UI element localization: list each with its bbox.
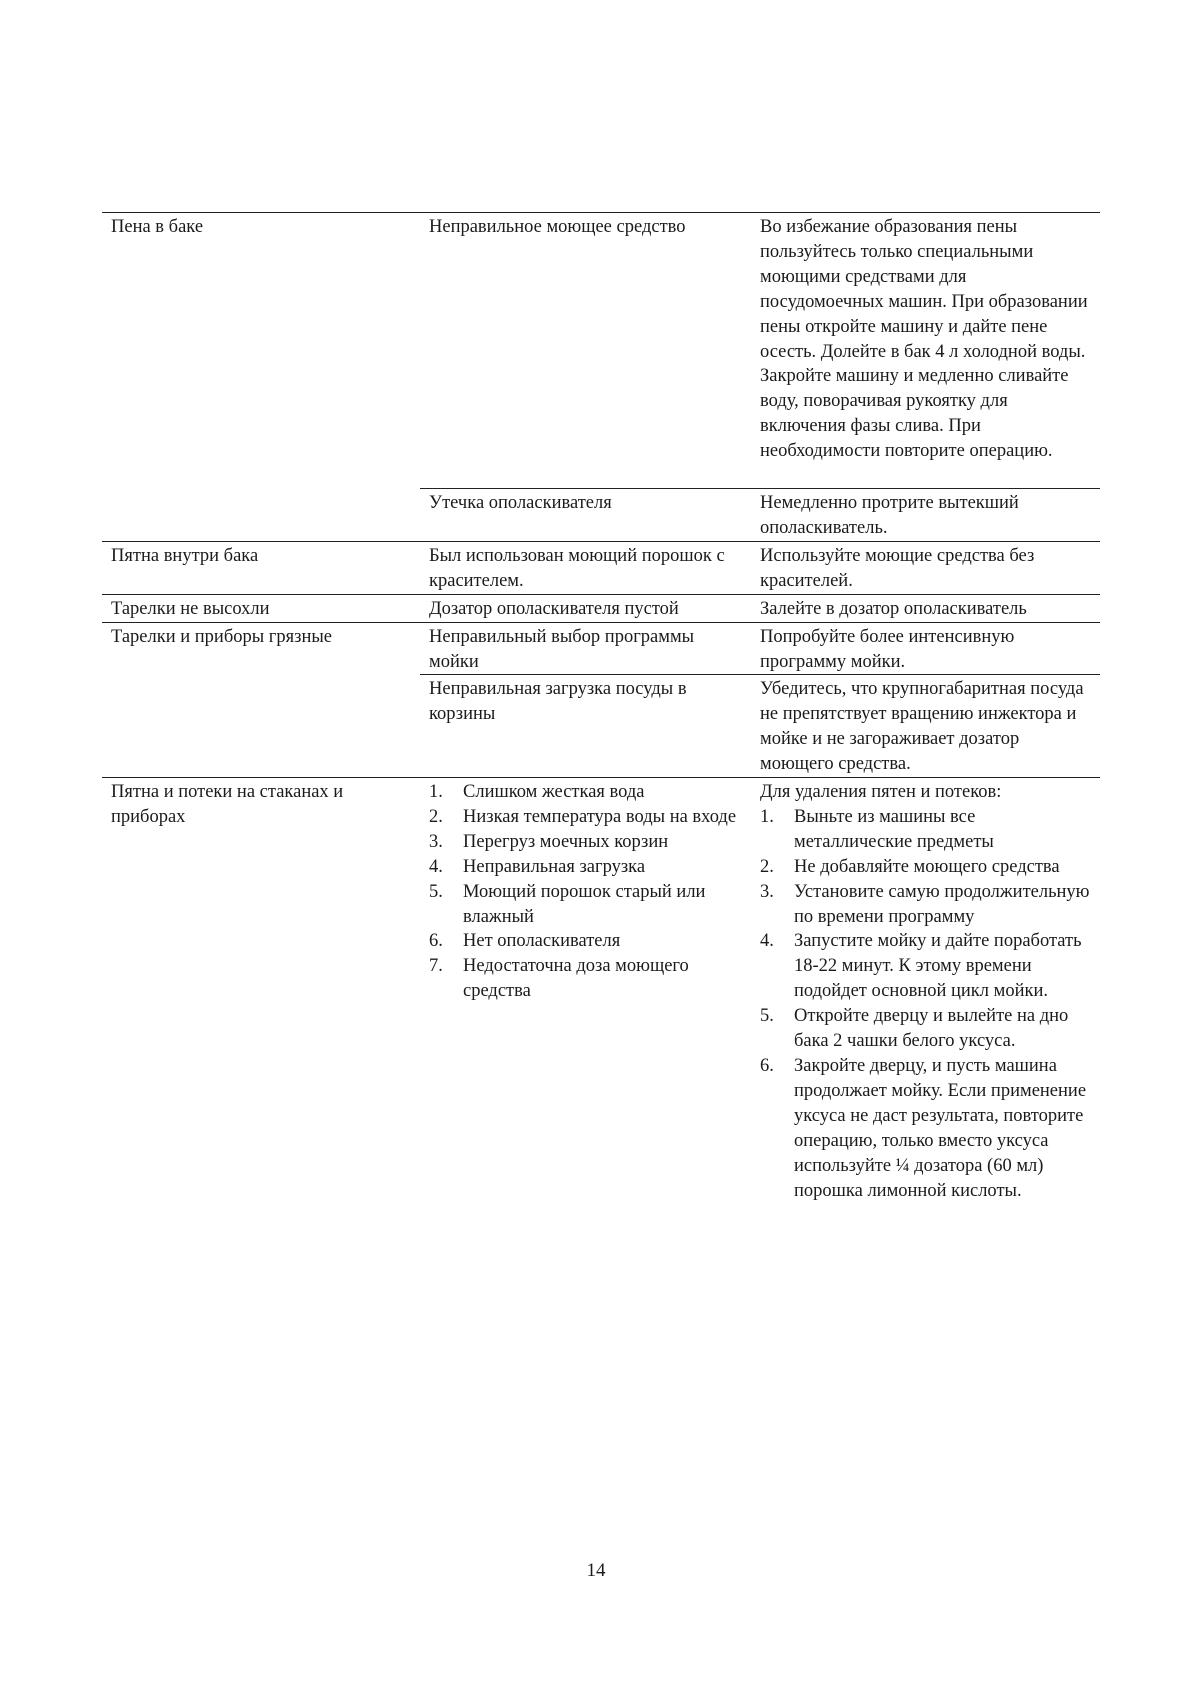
solution-cell: Залейте в дозатор ополаскиватель	[751, 594, 1100, 622]
list-number: 6.	[760, 1056, 774, 1076]
list-number: 5.	[760, 1006, 774, 1027]
solution-cell: Используйте моющие средства без красителей.	[751, 541, 1100, 594]
list-number: 1.	[760, 806, 774, 827]
list-number: 4.	[429, 856, 443, 877]
solution-cell: Убедитесь, что крупногабаритная посуда не препятствует вращению инжектора и мойке и не загораживает дозатор моющего средства.	[751, 675, 1100, 778]
problem-cell: Тарелки не высохли	[102, 594, 420, 622]
list-text: Слишком жесткая вода	[463, 782, 645, 803]
list-item	[429, 855, 745, 880]
list-number: 1.	[429, 782, 443, 803]
solution-cell: Попробуйте более интенсивную программу мойки.	[751, 622, 1100, 675]
problem-cell: Пятна и потеки на стаканах и приборах	[102, 778, 420, 1204]
list-number: 2.	[760, 856, 774, 877]
list-item	[429, 880, 745, 930]
list-text: Выньте из машины все металлические предметы	[794, 806, 994, 852]
list-item	[760, 880, 1094, 930]
troubleshooting-table	[102, 212, 1100, 1203]
list-item	[429, 805, 745, 830]
list-text: Недостаточна доза моющего средства	[463, 956, 689, 1002]
cause-cell: Неправильный выбор программы мойки	[420, 622, 751, 675]
list-item	[760, 1054, 1094, 1203]
list-number: 2.	[429, 806, 443, 827]
cause-cell	[420, 778, 751, 1204]
problem-cell: Тарелки и приборы грязные	[102, 622, 420, 675]
cause-cell: Был использован моющий порошок с красителем.	[420, 541, 751, 594]
list-text: Откройте дверцу и вылейте на дно бака 2 чашки белого уксуса.	[794, 1006, 1069, 1052]
solutions-list	[760, 805, 1094, 1204]
list-number: 6.	[429, 931, 443, 952]
table-row	[102, 213, 1100, 489]
list-number: 7.	[429, 956, 443, 977]
list-text: Запустите мойку и дайте поработать 18-22 минут. К этому времени подойдет основной цикл мойки.	[794, 931, 1082, 1002]
list-number: 3.	[429, 831, 443, 852]
table-row	[102, 541, 1100, 594]
table-row	[102, 594, 1100, 622]
problem-cell	[102, 489, 420, 542]
list-text: Нет ополаскивателя	[463, 931, 621, 952]
list-item	[429, 780, 745, 805]
table-row	[102, 675, 1100, 778]
list-text: Моющий порошок старый или влажный	[463, 881, 706, 927]
cause-cell: Неправильное моющее средство	[420, 213, 751, 489]
causes-list	[429, 780, 745, 1004]
cause-cell: Утечка ополаскивателя	[420, 489, 751, 542]
cause-cell: Неправильная загрузка посуды в корзины	[420, 675, 751, 778]
solution-cell	[751, 778, 1100, 1204]
list-text: Неправильная загрузка	[463, 856, 646, 877]
solution-intro: Для удаления пятен и потеков:	[760, 782, 1002, 803]
list-number: 4.	[760, 931, 774, 952]
list-item	[760, 1004, 1094, 1054]
page-number: 14	[586, 1560, 606, 1581]
list-item	[760, 855, 1094, 880]
list-number: 5.	[429, 881, 443, 902]
list-text: Установите самую продолжительную по времени программу	[794, 881, 1090, 927]
solution-cell: Во избежание образования пены пользуйтесь только специальными моющими средствами для посудомоечных машин. При образовании пены откройте машину и дайте пене осесть. Долейте в бак 4 л холодной воды. Закройте машину и медленно сливайте воду, поворачивая рукоятку для включения фазы слива. При необходимости повторите операцию.	[751, 213, 1100, 489]
problem-cell: Пена в баке	[102, 213, 420, 489]
table-row	[102, 622, 1100, 675]
list-text: Не добавляйте моющего средства	[794, 856, 1060, 877]
list-item	[429, 830, 745, 855]
list-number: 3.	[760, 881, 774, 902]
list-item	[429, 929, 745, 954]
list-text: Низкая температура воды на входе	[463, 806, 737, 827]
problem-cell	[102, 675, 420, 778]
list-item	[760, 805, 1094, 855]
list-text: Закройте дверцу, и пусть машина продолжает мойку. Если применение уксуса не даст результата, повторите операцию, только вместо уксуса используйте ¼ дозатора (60 мл) порошка лимонной кислоты.	[794, 1056, 1087, 1201]
table-row	[102, 778, 1100, 1204]
list-item	[760, 929, 1094, 1004]
cause-cell: Дозатор ополаскивателя пустой	[420, 594, 751, 622]
problem-cell: Пятна внутри бака	[102, 541, 420, 594]
table-row	[102, 489, 1100, 542]
list-text: Перегруз моечных корзин	[463, 831, 669, 852]
solution-cell: Немедленно протрите вытекший ополаскиватель.	[751, 489, 1100, 542]
list-item	[429, 954, 745, 1004]
